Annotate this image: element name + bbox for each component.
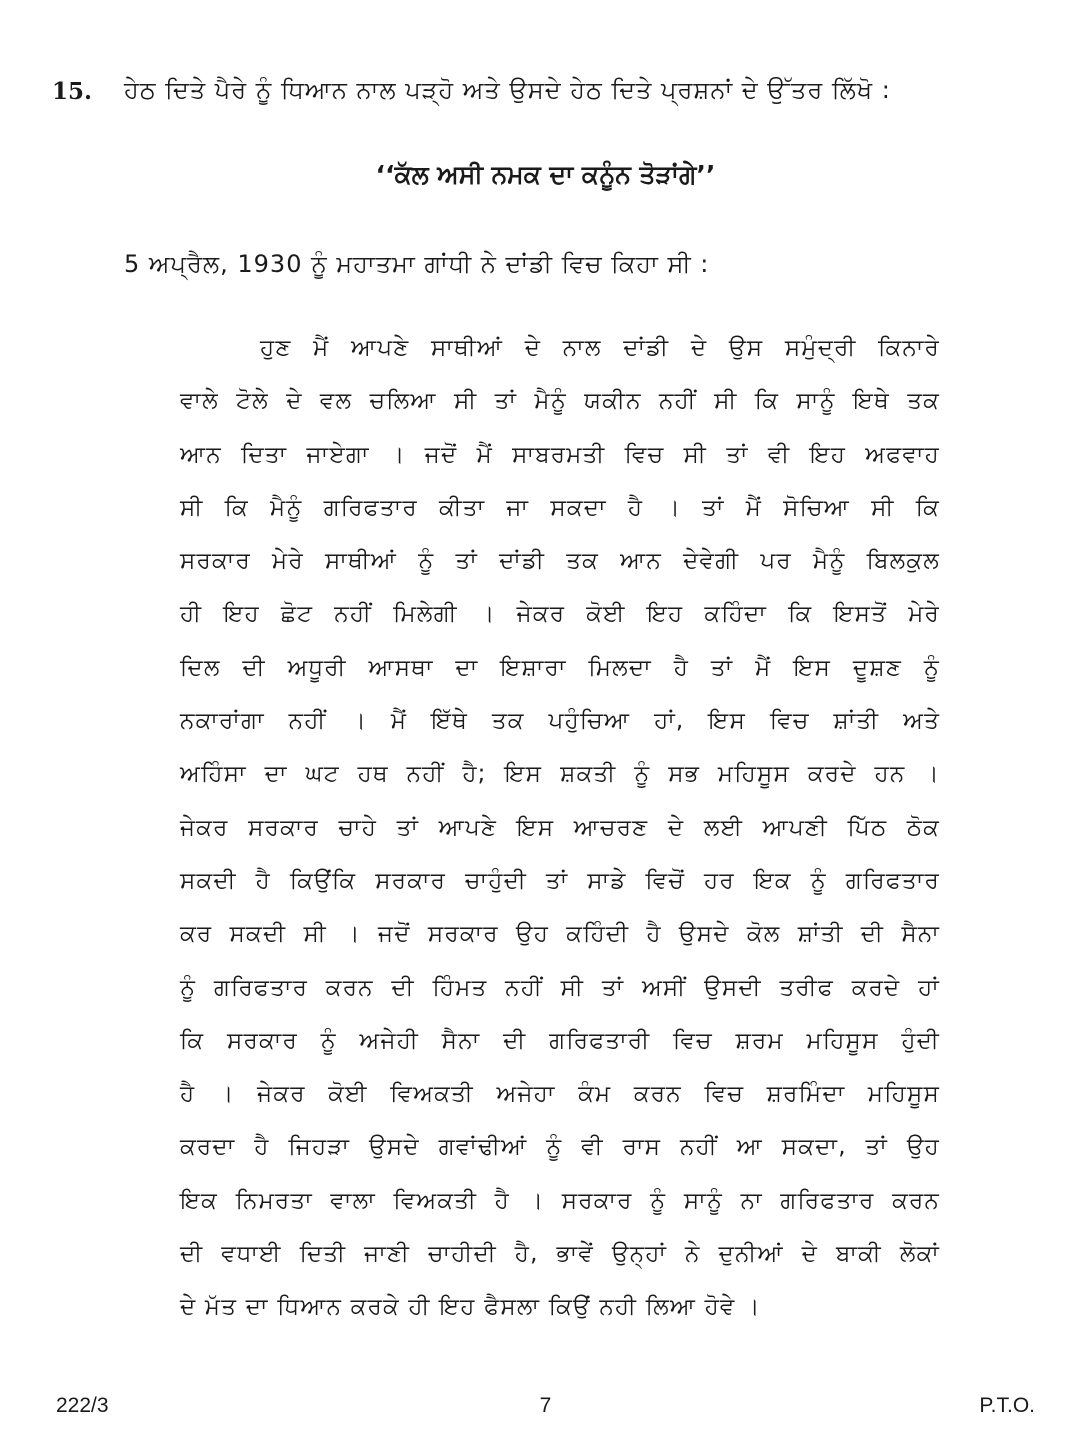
passage-line: ਹੀ ਇਹ ਛੋਟ ਨਹੀਂ ਮਿਲੇਗੀ । ਜੇਕਰ ਕੋਈ ਇਹ ਕਹਿੰਦਾ ਕਿ ਇਸਤੋਂ ਮੇਰੇ: [180, 601, 940, 628]
passage-line: ਕਰਦਾ ਹੈ ਜਿਹੜਾ ਉਸਦੇ ਗਵਾਂਢੀਆਂ ਨੂੰ ਵੀ ਰਾਸ ਨਹੀਂ ਆ ਸਕਦਾ, ਤਾਂ ਉਹ: [180, 1134, 940, 1161]
passage-line: ਨਕਾਰਾਂਗਾ ਨਹੀਂ । ਮੈਂ ਇੱਥੇ ਤਕ ਪਹੁੰਚਿਆ ਹਾਂ, ਇਸ ਵਿਚ ਸ਼ਾਂਤੀ ਅਤੇ: [180, 708, 940, 735]
passage-title: ‘‘ਕੱਲ ਅਸੀ ਨਮਕ ਦਾ ਕਨੂੰਨ ਤੋੜਾਂਗੇ’’: [375, 160, 716, 189]
passage: [180, 322, 940, 1335]
question-instruction: ਹੇਠ ਦਿਤੇ ਪੈਰੇ ਨੂੰ ਧਿਆਨ ਨਾਲ ਪੜ੍ਹੋ ਅਤੇ ਉਸਦੇ ਹੇਠ ਦਿਤੇ ਪ੍ਰਸ਼ਨਾਂ ਦੇ ਉੱਤਰ ਲਿੱਖੋ :: [124, 76, 891, 104]
please-turn-over: P.T.O.: [979, 1394, 1035, 1417]
passage-line: ਦਿਲ ਦੀ ਅਧੂਰੀ ਆਸਥਾ ਦਾ ਇਸ਼ਾਰਾ ਮਿਲਦਾ ਹੈ ਤਾਂ ਮੈਂ ਇਸ ਦੂਸ਼ਣ ਨੂੰ: [180, 654, 940, 681]
passage-line: ਆਨ ਦਿਤਾ ਜਾਏਗਾ । ਜਦੋਂ ਮੈਂ ਸਾਬਰਮਤੀ ਵਿਚ ਸੀ ਤਾਂ ਵੀ ਇਹ ਅਫਵਾਹ: [180, 441, 940, 468]
passage-line: ਹੁਣ ਮੈਂ ਆਪਣੇ ਸਾਥੀਆਂ ਦੇ ਨਾਲ ਦਾਂਡੀ ਦੇ ਉਸ ਸਮੁੰਦ੍ਰੀ ਕਿਨਾਰੇ: [260, 335, 940, 361]
paper-code: 222/3: [56, 1394, 109, 1417]
passage-line: ਦੇ ਮੱਤ ਦਾ ਧਿਆਨ ਕਰਕੇ ਹੀ ਇਹ ਫੈਸਲਾ ਕਿਉਂ ਨਹੀ ਲਿਆ ਹੋਵੇ ।: [180, 1294, 761, 1321]
passage-line: ਸੀ ਕਿ ਮੈਨੂੰ ਗਰਿਫਤਾਰ ਕੀਤਾ ਜਾ ਸਕਦਾ ਹੈ । ਤਾਂ ਮੈਂ ਸੋਚਿਆ ਸੀ ਕਿ: [180, 494, 940, 521]
passage-line: ਦੀ ਵਧਾਈ ਦਿਤੀ ਜਾਣੀ ਚਾਹੀਦੀ ਹੈ, ਭਾਵੇਂ ਉਨ੍ਹਾਂ ਨੇ ਦੁਨੀਆਂ ਦੇ ਬਾਕੀ ਲੋਕਾਂ: [180, 1241, 940, 1268]
passage-line: ਅਹਿੰਸਾ ਦਾ ਘਟ ਹਥ ਨਹੀਂ ਹੈ; ਇਸ ਸ਼ਕਤੀ ਨੂੰ ਸਭ ਮਹਿਸੂਸ ਕਰਦੇ ਹਨ ।: [180, 761, 940, 788]
passage-line: ਹੈ । ਜੇਕਰ ਕੋਈ ਵਿਅਕਤੀ ਅਜੇਹਾ ਕੰਮ ਕਰਨ ਵਿਚ ਸ਼ਰਮਿੰਦਾ ਮਹਿਸੂਸ: [180, 1081, 940, 1108]
passage-line: ਸਰਕਾਰ ਮੇਰੇ ਸਾਥੀਆਂ ਨੂੰ ਤਾਂ ਦਾਂਡੀ ਤਕ ਆਨ ਦੇਵੇਗੀ ਪਰ ਮੈਨੂੰ ਬਿਲਕੁਲ: [180, 548, 940, 575]
passage-line: ਇਕ ਨਿਮਰਤਾ ਵਾਲਾ ਵਿਅਕਤੀ ਹੈ । ਸਰਕਾਰ ਨੂੰ ਸਾਨੂੰ ਨਾ ਗਰਿਫਤਾਰ ਕਰਨ: [180, 1187, 940, 1214]
question-number: 15.: [52, 78, 93, 105]
passage-line: ਸਕਦੀ ਹੈ ਕਿਉਂਕਿ ਸਰਕਾਰ ਚਾਹੁੰਦੀ ਤਾਂ ਸਾਡੇ ਵਿਚੋਂ ਹਰ ਇਕ ਨੂੰ ਗਰਿਫਤਾਰ: [180, 867, 940, 894]
passage-intro: 5 ਅਪ੍ਰੈਲ, 1930 ਨੂੰ ਮਹਾਤਮਾ ਗਾਂਧੀ ਨੇ ਦਾਂਡੀ ਵਿਚ ਕਿਹਾ ਸੀ :: [124, 250, 710, 278]
page-number: 7: [539, 1394, 552, 1417]
passage-line: ਕਿ ਸਰਕਾਰ ਨੂੰ ਅਜੇਹੀ ਸੈਨਾ ਦੀ ਗਰਿਫਤਾਰੀ ਵਿਚ ਸ਼ਰਮ ਮਹਿਸੂਸ ਹੁੰਦੀ: [180, 1027, 940, 1054]
passage-line: ਨੂੰ ਗਰਿਫਤਾਰ ਕਰਨ ਦੀ ਹਿੰਮਤ ਨਹੀਂ ਸੀ ਤਾਂ ਅਸੀਂ ਉਸਦੀ ਤਰੀਫ ਕਰਦੇ ਹਾਂ: [180, 974, 940, 1001]
passage-line: ਵਾਲੇ ਟੋਲੇ ਦੇ ਵਲ ਚਲਿਆ ਸੀ ਤਾਂ ਮੈਨੂੰ ਯਕੀਨ ਨਹੀਂ ਸੀ ਕਿ ਸਾਨੂੰ ਇਥੇ ਤਕ: [180, 388, 940, 415]
passage-line: ਜੇਕਰ ਸਰਕਾਰ ਚਾਹੇ ਤਾਂ ਆਪਣੇ ਇਸ ਆਚਰਣ ਦੇ ਲਈ ਆਪਣੀ ਪਿੱਠ ਠੋਕ: [180, 814, 940, 841]
passage-line: ਕਰ ਸਕਦੀ ਸੀ । ਜਦੋਂ ਸਰਕਾਰ ਉਹ ਕਹਿੰਦੀ ਹੈ ਉਸਦੇ ਕੋਲ ਸ਼ਾਂਤੀ ਦੀ ਸੈਨਾ: [180, 921, 940, 948]
